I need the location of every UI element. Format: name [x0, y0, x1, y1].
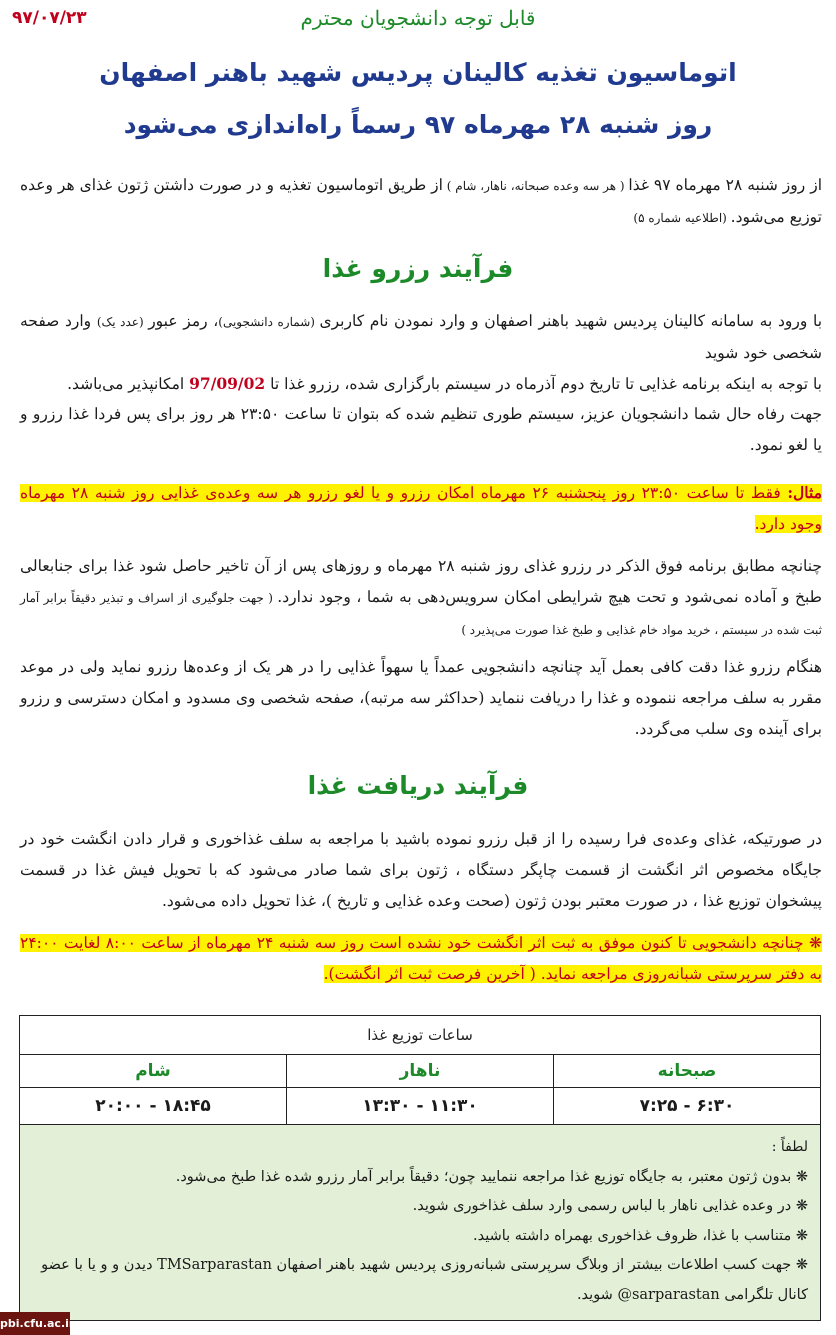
password-text: ، رمز عبور	[148, 312, 219, 330]
reserve-example	[20, 477, 822, 540]
reserve-paragraph-2	[20, 368, 822, 400]
note-item: ❋ متناسب با غذا، ظروف غذاخوری بهمراه داشته باشید.	[472, 1227, 808, 1244]
fingerprint-note-text: ❋ چنانچه دانشجویی تا کنون موفق به ثبت اثر انگشت خود نشده است روز سه شنبه ۲۴ مهرماه از ساعت ۸:۰۰ لغایت ۲۴:۰۰ به دفتر سرپرستی شبانه‌روزی مراجعه نماید. ( آخرین فرصت ثبت اثر انگشت).	[20, 934, 823, 983]
reserve-deadline-text: با توجه به اینکه برنامه غذایی تا تاریخ دوم آذرماه در سیستم بارگزاری شده، رزرو غذا تا	[265, 375, 822, 393]
intro-paragraph	[20, 170, 822, 234]
site-logo: pbi.cfu.ac.ir	[0, 1312, 70, 1335]
intro-text-1: از روز شنبه ۲۸ مهرماه ۹۷ غذا	[628, 176, 822, 194]
schedule-header-row	[20, 1055, 820, 1088]
reserve-login-text: با ورود به سامانه کالینان پردیس شهید باهنر اصفهان و وارد نمودن نام کاربری	[319, 312, 823, 330]
header-dinner: شام	[135, 1061, 171, 1081]
receive-section-title: فرآیند دریافت غذا	[307, 771, 529, 800]
notes-label: لطفاً :	[771, 1139, 808, 1155]
headline-title: اتوماسیون تغذیه کالینان پردیس شهید باهنر اصفهان	[99, 58, 737, 87]
login-end-text: وارد صفحه شخصی خود شوید	[20, 312, 822, 362]
attention-line: قابل توجه دانشجویان محترم	[300, 6, 536, 30]
reserve-delay-note: ( جهت جلوگیری از اسراف و تبذیر دقیقاً برابر آمار ثبت شده در سیستم ، خرید مواد خام غذایی و طبخ غذا صورت می‌پذیرد )	[20, 591, 822, 637]
note-item: ❋ در وعده غذایی ناهار با لباس رسمی وارد سلف غذاخوری شوید.	[412, 1198, 808, 1214]
reserve-paragraph-5: هنگام رزرو غذا دقت کافی بعمل آید چنانچه دانشجویی عمداً یا سهواً غذایی را در هر یک از وعده‌ها رزرو نماید ولی در موعد مقرر به سلف مراجعه ننموده و غذا را دریافت ننماید (حداکثر سه مرتبه)، صفحه شخصی وی مسدود و امکان دسترسی و رزرو برای آینده وی سلب می‌گردد.	[20, 658, 822, 738]
time-breakfast: ۶:۳۰ - ۷:۲۵	[553, 1088, 820, 1124]
reserve-delay-text: چنانچه مطابق برنامه فوق الذکر در رزرو غذای روز شنبه ۲۸ مهرماه و روزهای پس از آن تاخیر حاصل شود غذا برای جنابعالی طبخ و آماده نمی‌شود و تحت هیچ شرایطی امکان سرویس‌دهی به شما ، وجود ندارد.	[20, 557, 822, 606]
header-breakfast: صبحانه	[553, 1055, 820, 1087]
reserve-section-title: فرآیند رزرو غذا	[322, 254, 514, 283]
schedule-time-row	[20, 1088, 820, 1125]
time-dinner: ۱۸:۴۵ - ۲۰:۰۰	[95, 1096, 211, 1116]
intro-meals-note: ( هر سه وعده صبحانه، ناهار، شام )	[442, 179, 629, 193]
intro-reference: (اطلاعیه شماره ۵)	[633, 211, 731, 225]
note-item: ❋ بدون ژتون معتبر، به جایگاه توزیع غذا مراجعه ننمایید چون؛ دقیقاً برابر آمار رزرو شده غذا طبخ می‌شود.	[175, 1168, 808, 1185]
example-label: مثال:	[787, 483, 822, 502]
receive-paragraph: در صورتیکه، غذای وعده‌ی فرا رسیده را از قبل رزرو نموده باشید با مراجعه به سلف غذاخوری و قرار دادن انگشت خود در جایگاه مخصوص اثر انگشت از قسمت چاپگر دستگاه ، ژتون برای شما صادر می‌شود که با تحویل فیش غذا در قسمت پیشخوان توزیع غذا ، در صورت معتبر بودن ژتون (صحت وعده غذایی و تاریخ )، غذا تحویل داده می‌شود.	[20, 830, 822, 910]
reserve-deadline-date: 97/09/02	[189, 374, 266, 393]
reserve-paragraph-3: جهت رفاه حال شما دانشجویان عزیز، سیستم طوری تنظیم شده که بتوان تا ساعت ۲۳:۵۰ هر روز برای پس فردا غذا رزرو و یا لغو نمود.	[20, 405, 822, 454]
time-lunch: ۱۱:۳۰ - ۱۳:۳۰	[286, 1088, 553, 1124]
announcement-date: ۹۷/۰۷/۲۳	[12, 8, 87, 28]
reserve-paragraph-1	[20, 306, 822, 369]
password-hint: (عدد یک)	[96, 315, 149, 329]
schedule-notes	[20, 1125, 820, 1320]
schedule-title: ساعات توزیع غذا	[20, 1016, 820, 1055]
example-text: فقط تا ساعت ۲۳:۵۰ روز پنجشنبه ۲۶ مهرماه امکان رزرو و یا لغو رزرو هر سه وعده‌ی غذایی روز شنبه ۲۸ مهرماه وجود دارد.	[20, 484, 822, 533]
schedule-table	[19, 1015, 821, 1321]
intro-text-2: از طریق اتوماسیون تغذیه و در صورت داشتن ژتون غذای هر وعده توزیع می‌شود.	[20, 176, 822, 226]
reserve-deadline-end: امکانپذیر می‌باشد.	[67, 375, 190, 393]
note-item: ❋ جهت کسب اطلاعات بیشتر از وبلاگ سرپرستی شبانه‌روزی پردیس شهید باهنر اصفهان TMSarparastan دیدن و و یا با عضو کانال تلگرامی sarparastan@ شوید.	[41, 1257, 808, 1303]
username-hint: (شماره دانشجویی)	[218, 315, 320, 329]
headline-subtitle: روز شنبه ۲۸ مهرماه ۹۷ رسماً راه‌اندازی می‌شود	[123, 110, 713, 139]
reserve-paragraph-4	[20, 551, 822, 646]
fingerprint-note	[20, 928, 822, 990]
header-lunch: ناهار	[286, 1055, 553, 1087]
